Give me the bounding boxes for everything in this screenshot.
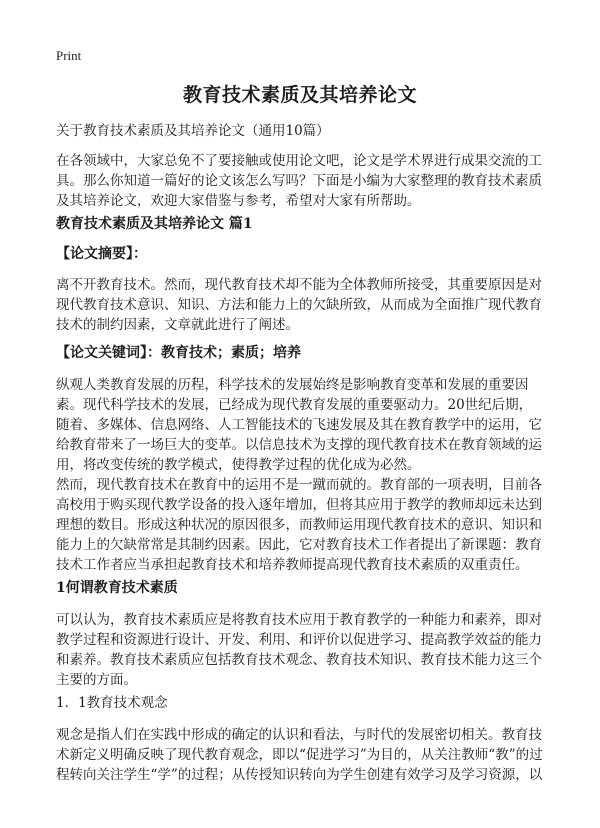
body-paragraph-1: 纵观人类教育发展的历程，科学技术的发展始终是影响教育变革和发展的重要因素。现代科学技术的发展，已经成为现代教育发展的重要驱动力。20世纪后期，随着、多媒体、信息网络、人工智能技术的飞速发展及其在教育教学中的运用，它给教育带来了一场巨大的变革。以信息技术为支撑的现代教育技术在教育领域的运用，将改变传统的教学模式，使得教学过程的优化成为必然。 (56, 377, 542, 473)
document-subtitle: 关于教育技术素质及其培养论文（通用10篇） (56, 123, 330, 139)
section-heading-1: 教育技术素质及其培养论文 篇1 (56, 216, 253, 232)
abstract-paragraph: 离不开教育技术。然而，现代教育技术却不能为全体教师所接受，其重要原因是对现代教育技术意识、知识、方法和能力上的欠缺所致，从而成为全面推广现代教育技术的制约因素，文章就此进行了阐述。 (56, 277, 542, 333)
document-title: 教育技术素质及其培养论文 (182, 84, 417, 106)
subsection-heading: 1．1教育技术观念 (56, 695, 168, 711)
body-paragraph-4: 观念是指人们在实践中形成的确定的认识和看法，与时代的发展密切相关。教育技术新定义明确反映了现代教育观念，即以“促进学习”为目的，从关注教师“教”的过程转向关注学生“学”的过程；从传授知识转向为学生创建有效学习及学习资源，以 (56, 727, 543, 783)
abstract-heading: 【论文摘要】： (56, 246, 147, 262)
section-heading-2: 1何谓教育技术素质 (56, 580, 178, 596)
print-link[interactable]: Print (56, 48, 82, 63)
body-paragraph-2: 然而，现代教育技术在教育中的运用不是一蹴而就的。教育部的一项表明，目前各高校用于购买现代教学设备的投入逐年增加，但将其应用于教学的教师却远未达到理想的数目。形成这种状况的原因很多，而教师运用现代教育技术的意识、知识和能力上的欠缺常常是其制约因素。因此，它对教育技术工作者提出了新课题：教育技术工作者应当承担起教育技术和培养教师提高现代教育技术素质的双重责任。 (56, 477, 542, 573)
intro-paragraph: 在各领域中，大家总免不了要接触或使用论文吧，论文是学术界进行成果交流的工具。那么你知道一篇好的论文该怎么写吗？下面是小编为大家整理的教育技术素质及其培养论文，欢迎大家借鉴与参考，希望对大家有所帮助。 (56, 153, 542, 209)
body-paragraph-3: 可以认为，教育技术素质应是将教育技术应用于教育教学的一种能力和素养，即对教学过程和资源进行设计、开发、利用、和评价以促进学习、提高教学效益的能力和素养。教育技术素质应包括教育技术观念、教育技术知识、教育技术能力这三个主要的方面。 (56, 612, 542, 688)
keywords-heading: 【论文关键词】：教育技术；素质；培养 (56, 345, 301, 361)
